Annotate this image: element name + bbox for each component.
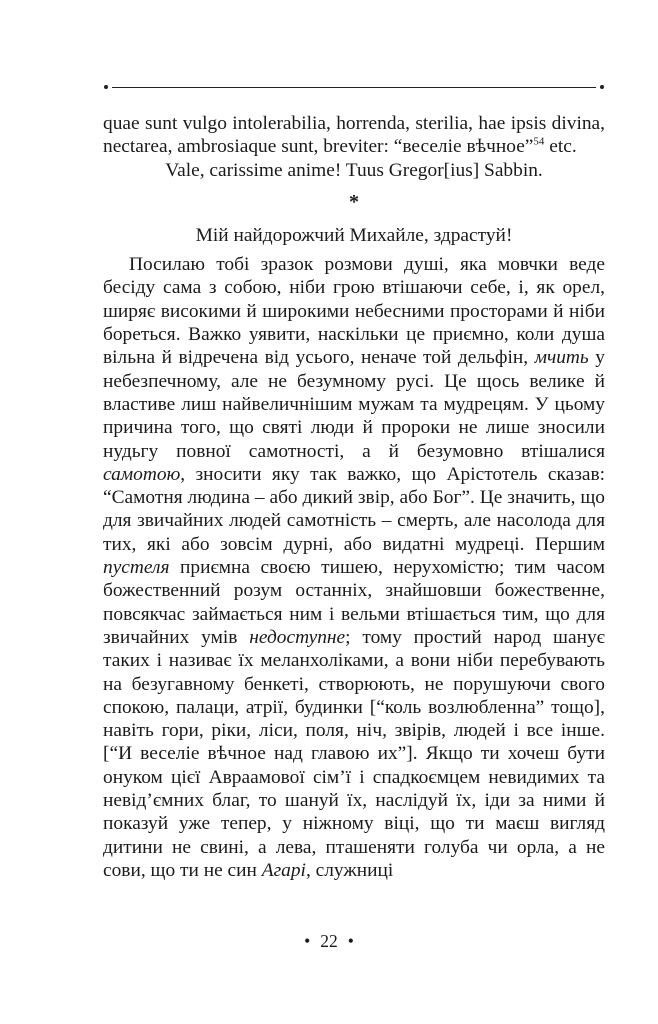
letter-text-run: ; тому простий народ шанує таких і називає їх меланхоліками, а вони ніби перебувають на безугавному бенкеті, створюють, не порушуючи свого спокою, палаци, атрії, будинки [“коль возлюбленна” тощо], навіть гори, ріки, ліси, поля, ніч, звірів, людей і все інше. [“И веселіе вѣчное над главою их”]. Якщо ти хочеш бути онуком цієї Авраамової сім’ї і спадкоємцем невидимих та невід’ємних благ, то шануй їх, наслідуй їх, іди за ними й показуй уже тепер, у ніжному віці, що ти маєш вигляд дитини не свині, а лева, пташеняти голуба чи орла, а не сови, що ти не син xyxy=(103,626,605,881)
emphasized-word: самотою xyxy=(103,463,181,485)
letter-text-run: , зносити яку так важко, що Арістотель сказав: “Самотня людина – або дикий звір, або Бог”. Це значить, що для звичайних людей самотність – смерть, але насолода для тих, які або зовсім дурні, або видатні мудреці. Першим xyxy=(103,463,605,555)
footnote-ref: 54 xyxy=(533,135,545,148)
letter-paragraph xyxy=(103,253,605,882)
page-footer xyxy=(0,931,658,952)
page-number: 22 xyxy=(320,931,338,951)
letter-text-run: Посилаю тобі зразок розмови душі, яка мовчки веде бесіду сама з собою, ніби грою втішаючи себе, і, як орел, ширяє високими й широкими небесними просторами й ніби бореться. Важко уявити, наскільки це приємно, коли душа вільна й відречена від усього, неначе той дельфін, xyxy=(103,254,605,369)
folio-bullet-left: • xyxy=(304,931,311,951)
header-rule-dot-right xyxy=(600,85,604,89)
latin-body: quae sunt vulgo intolerabilia, horrenda, sterilia, hae ipsis divina, nectarea, ambrosiaque sunt, breviter: “веселіе вѣчное” xyxy=(103,113,605,158)
letter-text-run: у небезпечному, але не безумному русі. Це щось велике й властиве лиш найвеличнішим мужам та мудрецям. У цьому причина того, що святі люди й пророки не лише зносили нудьгу повної самотності, а й безумовно втішалися xyxy=(103,347,606,462)
letter-text-run: приємна своєю тишею, нерухомістю; тим часом божественний розум останніх, знайшовши божественне, повсякчас займається ним і вельми втішається тим, що для звичайних умів xyxy=(103,557,605,648)
folio-bullet-right: • xyxy=(347,931,354,951)
latin-tail: etc. xyxy=(544,136,577,158)
letter-greeting: Мій найдорожчий Михайле, здрастуй! xyxy=(195,224,513,246)
emphasized-word: пустеля xyxy=(103,557,170,579)
emphasized-word: Агарі xyxy=(261,859,306,881)
header-rule xyxy=(104,86,604,90)
emphasized-word: недоступне xyxy=(249,626,346,648)
letter-text-run: , служниці xyxy=(305,859,394,881)
emphasized-word: мчить xyxy=(534,347,589,369)
body-text xyxy=(103,112,605,882)
latin-paragraph xyxy=(103,112,605,159)
header-rule-line xyxy=(112,87,596,88)
section-separator: * xyxy=(349,190,359,213)
latin-closing: Vale, carissime anime! Tuus Gregor[ius] Sabbin. xyxy=(165,159,543,181)
header-rule-dot-left xyxy=(104,85,108,89)
